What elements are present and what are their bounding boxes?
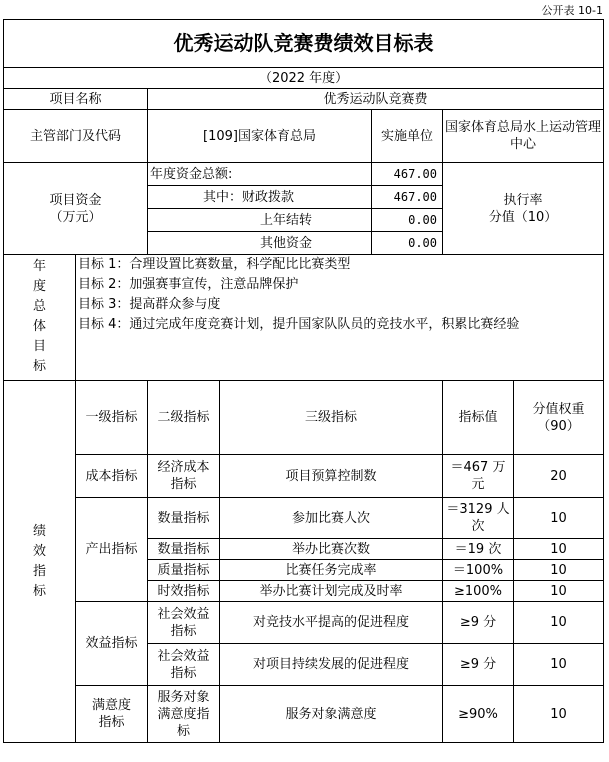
performance-target-table: [3, 19, 603, 743]
satisfaction-weight: 10: [514, 686, 604, 743]
output-level1: 产出指标: [76, 498, 148, 602]
cost-weight: 20: [514, 455, 604, 498]
fund-row-value: 467.00: [372, 163, 443, 186]
fund-row-value: 0.00: [372, 232, 443, 255]
exec-rate-label-line1: 执行率: [503, 192, 543, 208]
goal-label-char: 目: [32, 339, 46, 354]
header-weight: [514, 381, 604, 455]
output-level2: 质量指标: [148, 560, 220, 581]
impl-unit-label: 实施单位: [372, 110, 443, 163]
satisfaction-level1-line1: 满意度: [91, 698, 131, 713]
benefit-level2: [148, 644, 220, 686]
page-code: 公开表 10-1: [541, 4, 603, 17]
fund-row-label: 其中：财政拨款: [148, 186, 372, 209]
satisfaction-level2-line2: 满意度指: [157, 706, 210, 722]
output-value: ＝100%: [443, 560, 514, 581]
goal-item: 目标 2：加强赛事宣传，注意品牌保护: [78, 277, 299, 292]
output-weight: 10: [514, 581, 604, 602]
impl-unit-value: 国家体育总局水上运动管理中心: [443, 110, 604, 163]
header-weight-line1: 分值权重: [532, 401, 585, 417]
indicator-label-char: 绩: [32, 523, 46, 539]
output-level3: 比赛任务完成率: [220, 560, 443, 581]
goal-label-char: 度: [32, 279, 46, 294]
header-level3: 三级指标: [220, 381, 443, 455]
goal-item: 目标 3：提高群众参与度: [78, 297, 221, 312]
satisfaction-level2-line3: 标: [176, 723, 190, 739]
goal-label-char: 年: [32, 259, 46, 274]
output-weight: 10: [514, 560, 604, 581]
indicator-label-char: 标: [32, 583, 46, 599]
cost-level2-line1: 经济成本: [157, 460, 210, 475]
output-value: ＝19 次: [443, 539, 514, 560]
fund-row-label: 上年结转: [148, 209, 372, 232]
benefit-weight: 10: [514, 602, 604, 644]
project-funds-label-line1: 项目资金: [49, 192, 102, 208]
cost-level1: 成本指标: [76, 455, 148, 498]
benefit-level2-line2: 指标: [170, 665, 197, 681]
benefit-value: ≥9 分: [443, 644, 514, 686]
output-level3: 参加比赛人次: [220, 498, 443, 539]
satisfaction-level1-line2: 指标: [98, 715, 125, 730]
benefit-level1: 效益指标: [76, 602, 148, 686]
annual-goals-label: [4, 255, 76, 381]
benefit-value: ≥9 分: [443, 602, 514, 644]
annual-goals-list: [76, 255, 604, 381]
output-level2: 数量指标: [148, 539, 220, 560]
benefit-level2-line2: 指标: [170, 623, 197, 639]
satisfaction-level2: [148, 686, 220, 743]
goal-label-char: 体: [32, 319, 46, 334]
header-weight-line2: （90）: [537, 418, 580, 434]
cost-level2-line2: 指标: [170, 477, 197, 492]
benefit-level2: [148, 602, 220, 644]
indicator-label-char: 指: [32, 563, 46, 579]
goal-label-char: 总: [32, 299, 46, 314]
project-funds-label: [4, 163, 148, 255]
goal-item: 目标 4：通过完成年度竞赛计划，提升国家队队员的竞技水平，积累比赛经验: [78, 317, 520, 332]
benefit-level2-line1: 社会效益: [157, 606, 210, 622]
indicators-label: [4, 381, 76, 743]
output-level2: 时效指标: [148, 581, 220, 602]
output-level2: 数量指标: [148, 498, 220, 539]
fund-row-value: 0.00: [372, 209, 443, 232]
header-level2: 二级指标: [148, 381, 220, 455]
goal-item: 目标 1：合理设置比赛数量，科学配比比赛类型: [78, 257, 351, 272]
cost-level2: [148, 455, 220, 498]
project-name-label: 项目名称: [4, 89, 148, 110]
output-level3: 举办比赛计划完成及时率: [220, 581, 443, 602]
satisfaction-level2-line1: 服务对象: [157, 689, 210, 705]
table-title: 优秀运动队竞赛费绩效目标表: [4, 20, 604, 68]
satisfaction-value: ≥90%: [443, 686, 514, 743]
fund-row-label: 年度资金总额:: [148, 163, 372, 186]
header-level1: 一级指标: [76, 381, 148, 455]
output-value: ＝3129 人次: [443, 498, 514, 539]
benefit-weight: 10: [514, 644, 604, 686]
output-weight: 10: [514, 539, 604, 560]
table-year: （2022 年度）: [4, 68, 604, 89]
cost-value: ＝467 万元: [443, 455, 514, 498]
satisfaction-level1: [76, 686, 148, 743]
benefit-level3: 对竞技水平提高的促进程度: [220, 602, 443, 644]
cost-level3: 项目预算控制数: [220, 455, 443, 498]
benefit-level3: 对项目持续发展的促进程度: [220, 644, 443, 686]
output-weight: 10: [514, 498, 604, 539]
benefit-level2-line1: 社会效益: [157, 648, 210, 664]
goal-label-char: 标: [32, 359, 46, 374]
exec-rate-label: [443, 163, 604, 255]
indicator-label-char: 效: [32, 543, 46, 559]
header-value: 指标值: [443, 381, 514, 455]
output-level3: 举办比赛次数: [220, 539, 443, 560]
dept-value: [109]国家体育总局: [148, 110, 372, 163]
fund-row-label: 其他资金: [148, 232, 372, 255]
dept-label: 主管部门及代码: [4, 110, 148, 163]
fund-row-value: 467.00: [372, 186, 443, 209]
project-name-value: 优秀运动队竞赛费: [148, 89, 604, 110]
exec-rate-label-line2: 分值（10）: [488, 209, 558, 225]
project-funds-label-line2: （万元）: [49, 209, 102, 225]
satisfaction-level3: 服务对象满意度: [220, 686, 443, 743]
output-value: ≥100%: [443, 581, 514, 602]
